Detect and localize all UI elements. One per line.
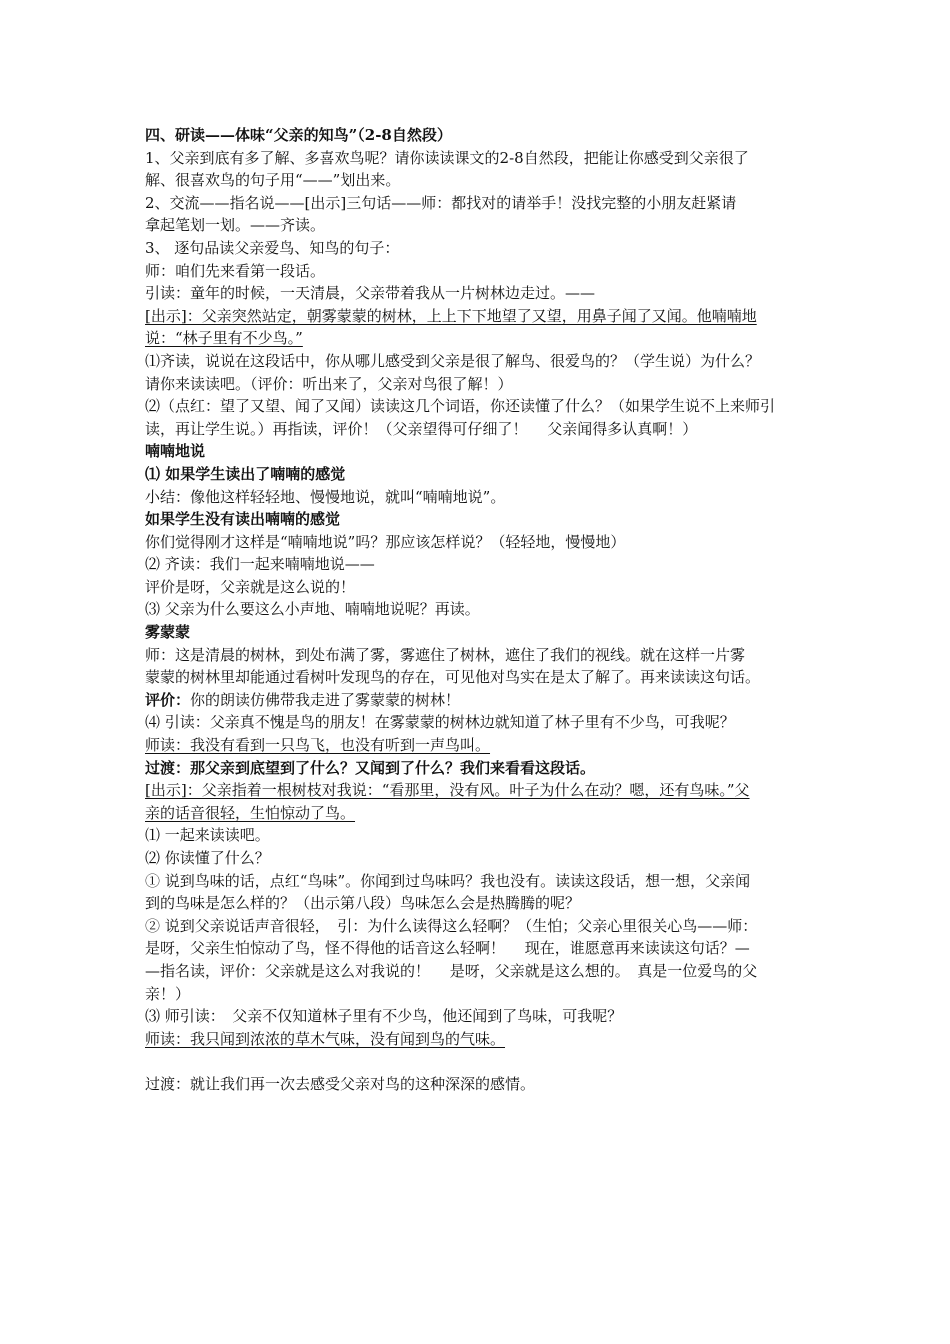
text-line: ① 说到鸟味的话，点红“鸟味”。你闻到过鸟味吗？我也没有。读读这段话，想一想，父亲闻 xyxy=(145,871,751,890)
text-line: 拿起笔划一划。——齐读。 xyxy=(145,216,326,235)
text-line: ⑵ 你读懂了什么？ xyxy=(145,849,270,867)
text-line: 请你来读读吧。（评价：听出来了，父亲对鸟很了解！） xyxy=(145,374,513,393)
text-line: 评价是呀，父亲就是这么说的！ xyxy=(145,577,356,596)
subheading: 喃喃地说 xyxy=(145,442,206,461)
text-line: 师：咱们先来看第一段话。 xyxy=(145,261,326,280)
text-line: 读，再让学生说。）再指读，评价！（父亲望得可仔细了！ 父亲闻得多认真啊！） xyxy=(145,419,698,438)
text-line: 2、交流——指名说——[出示]三句话——师：都找对的请举手！没找完整的小朋友赶紧请 xyxy=(145,193,737,212)
section-heading: 四、研读——体味“父亲的知鸟”（2-8自然段） xyxy=(145,126,452,144)
text-line: 你们觉得刚才这样是“喃喃地说”吗？那应该怎样说？（轻轻地，慢慢地） xyxy=(145,532,626,551)
evaluation-text: 你的朗读仿佛带我走进了雾蒙蒙的树林！ xyxy=(190,690,461,709)
quoted-passage-line: 亲的话音很轻，生怕惊动了鸟。 xyxy=(145,803,356,822)
text-line: 是呀，父亲生怕惊动了鸟，怪不得他的话音这么轻啊！ 现在，谁愿意再来读读这句话？— xyxy=(145,939,750,958)
quoted-passage-line: 说：“林子里有不少鸟。” xyxy=(145,329,303,348)
transition-heading: 过渡：那父亲到底望到了什么？又闻到了什么？我们来看看这段话。 xyxy=(145,758,596,777)
subheading: ⑴ 如果学生读出了喃喃的感觉 xyxy=(145,464,346,483)
quoted-passage-line: [出示]：父亲指着一根树枝对我说：“看那里，没有风。叶子为什么在动？嗯，还有鸟味。”父 xyxy=(145,781,750,800)
subheading: 如果学生没有读出喃喃的感觉 xyxy=(145,510,341,529)
text-line: 到的鸟味是怎么样的？（出示第八段）鸟味怎么会是热腾腾的呢？ xyxy=(145,894,581,913)
blank-line xyxy=(145,1050,825,1073)
quoted-passage-line: 师读：我只闻到浓浓的草木气味，没有闻到鸟的气味。 xyxy=(145,1029,506,1048)
text-line: 师：这是清晨的树林，到处布满了雾，雾遮住了树林，遮住了我们的视线。就在这样一片雾 xyxy=(145,645,746,664)
text-line: 亲！） xyxy=(145,984,191,1003)
text-line: ⑵ 齐读：我们一起来喃喃地说—— xyxy=(145,555,375,574)
subheading: 雾蒙蒙 xyxy=(145,623,191,642)
text-line: 蒙蒙的树林里却能通过看树叶发现鸟的存在，可见他对鸟实在是太了解了。再来读读这句话。 xyxy=(145,668,761,687)
text-line: 引读：童年的时候，一天清晨，父亲带着我从一片树林边走过。—— xyxy=(145,284,596,303)
quoted-passage-line: 师读：我没有看到一只鸟飞，也没有听到一声鸟叫。 xyxy=(145,736,491,755)
text-line: ⑶ 师引读： 父亲不仅知道林子里有不少鸟，他还闻到了鸟味，可我呢？ xyxy=(145,1007,623,1026)
text-line: ⑷ 引读：父亲真不愧是鸟的朋友！在雾蒙蒙的树林边就知道了林子里有不少鸟，可我呢？ xyxy=(145,713,735,732)
text-line: ⑴齐读，说说在这段话中，你从哪儿感受到父亲是很了解鸟、很爱鸟的？（学生说）为什么？ xyxy=(145,351,761,370)
text-line: ⑶ 父亲为什么要这么小声地、喃喃地说呢？再读。 xyxy=(145,600,480,619)
quoted-passage-line: [出示]：父亲突然站定，朝雾蒙蒙的树林，上上下下地望了又望，用鼻子闻了又闻。他喃喃地 xyxy=(145,306,757,325)
text-line: ② 说到父亲说话声音很轻， 引：为什么读得这么轻啊？（生怕；父亲心里很关心鸟——师： xyxy=(145,916,758,935)
lesson-plan-page xyxy=(145,124,825,1096)
closing-transition: 过渡：就让我们再一次去感受父亲对鸟的这种深深的感情。 xyxy=(145,1074,536,1093)
text-line: 小结：像他这样轻轻地、慢慢地说，就叫“喃喃地说”。 xyxy=(145,487,506,506)
evaluation-line xyxy=(145,689,825,712)
text-line: ⑵（点红：望了又望、闻了又闻）读读这几个词语，你还读懂了什么？（如果学生说不上来师引 xyxy=(145,397,776,416)
text-line: 1、父亲到底有多了解、多喜欢鸟呢？请你读读课文的2-8自然段，把能让你感受到父亲很了 xyxy=(145,148,749,167)
text-line: 3、 逐句品读父亲爱鸟、知鸟的句子： xyxy=(145,238,400,257)
text-line: —指名读，评价：父亲就是这么对我说的！ 是呀，父亲就是这么想的。 真是一位爱鸟的父 xyxy=(145,961,758,980)
text-line: ⑴ 一起来读读吧。 xyxy=(145,826,270,845)
evaluation-label: 评价： xyxy=(145,690,191,709)
text-line: 解、很喜欢鸟的句子用“——”划出来。 xyxy=(145,171,401,190)
